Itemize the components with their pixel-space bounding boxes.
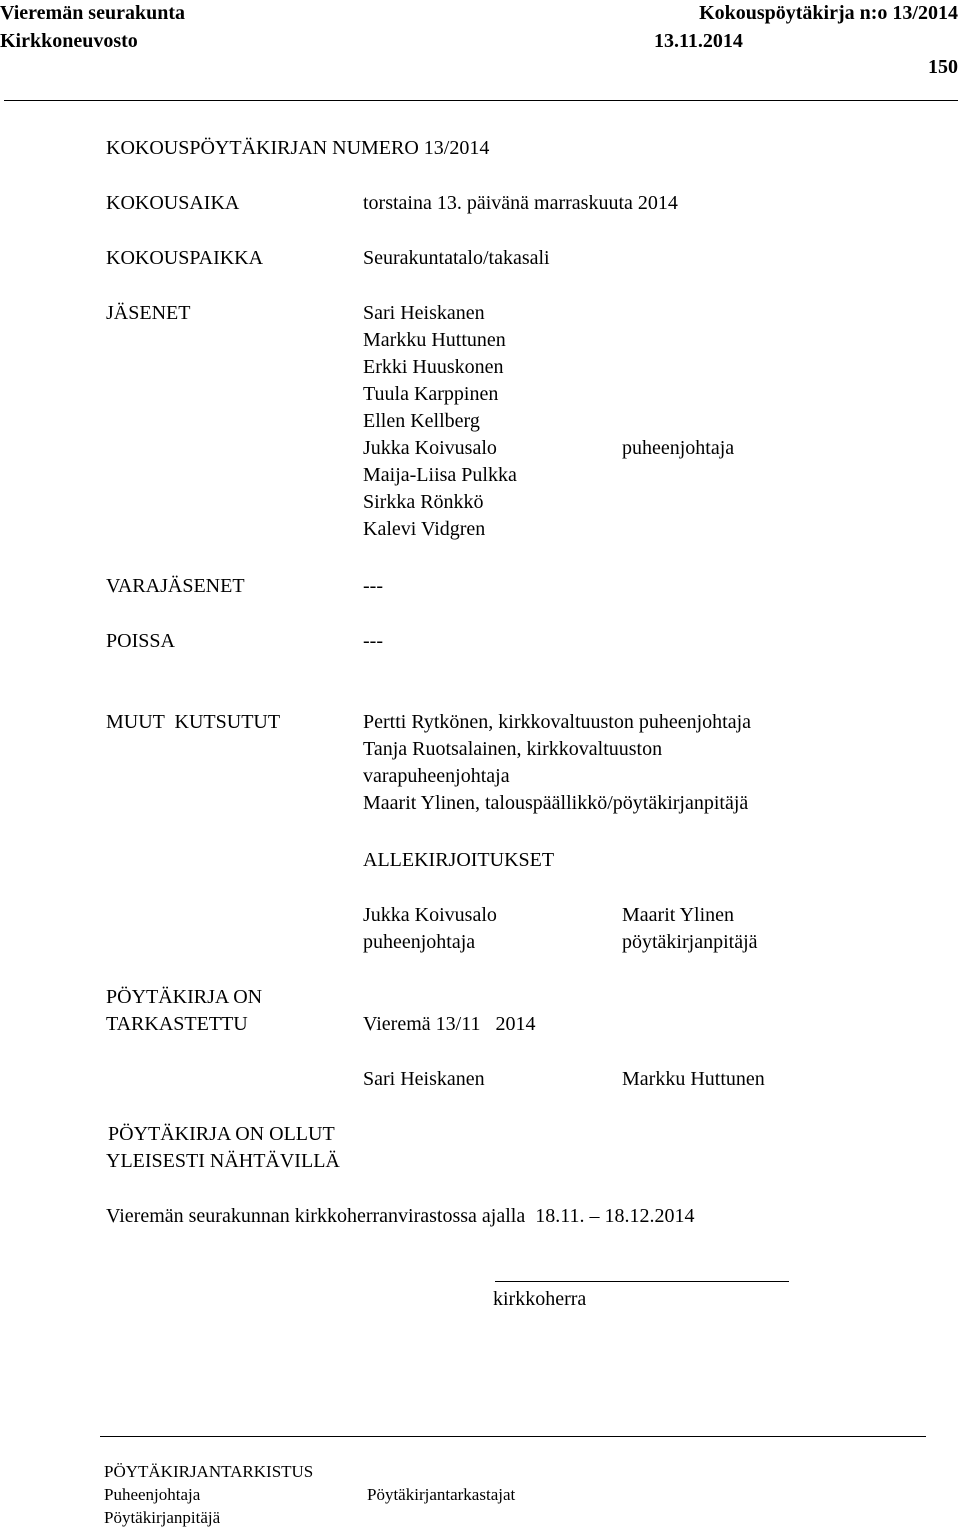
others-line: varapuheenjohtaja <box>363 765 510 787</box>
checker-2: Markku Huttunen <box>622 1068 765 1090</box>
signature-chair <box>363 902 497 956</box>
header-body: Kirkkoneuvosto <box>0 30 138 52</box>
signature-chair-role: puheenjohtaja <box>363 931 476 953</box>
member-name: Kalevi Vidgren <box>363 518 486 540</box>
others-line: Maarit Ylinen, talouspäällikkö/pöytäkirjanpitäjä <box>363 792 749 814</box>
footer-rule <box>100 1436 926 1437</box>
public-label-2: YLEISESTI NÄHTÄVILLÄ <box>106 1150 340 1172</box>
public-text: Vieremän seurakunnan kirkkoherranvirastossa ajalla 18.11. – 18.12.2014 <box>106 1205 695 1227</box>
header-doc-title: Kokouspöytäkirja n:o 13/2014 <box>699 2 958 24</box>
footer-line-2: Puheenjohtaja <box>104 1485 201 1504</box>
page-number: 150 <box>928 56 958 78</box>
meeting-time-label: KOKOUSAIKA <box>106 192 240 214</box>
checker-1: Sari Heiskanen <box>363 1068 485 1090</box>
footer-line-1: PÖYTÄKIRJANTARKISTUS <box>104 1462 314 1481</box>
footer-left <box>104 1460 313 1529</box>
header-rule <box>4 100 958 101</box>
checked-label-2: TARKASTETTU <box>106 1013 248 1035</box>
footer-right: Pöytäkirjantarkastajat <box>367 1485 516 1504</box>
deputies-label: VARAJÄSENET <box>106 575 245 597</box>
signature-secretary-name: Maarit Ylinen <box>622 904 735 926</box>
checked-label-1: PÖYTÄKIRJA ON <box>106 986 263 1008</box>
others-line: Tanja Ruotsalainen, kirkkovaltuuston <box>363 738 663 760</box>
deputies-value: --- <box>363 575 383 597</box>
member-name: Tuula Karppinen <box>363 383 499 405</box>
member-name: Ellen Kellberg <box>363 410 480 432</box>
signature-line <box>495 1281 789 1282</box>
absent-value: --- <box>363 630 383 652</box>
signer-role: kirkkoherra <box>493 1288 587 1310</box>
page-title: KOKOUSPÖYTÄKIRJAN NUMERO 13/2014 <box>106 137 490 159</box>
others-line: Pertti Rytkönen, kirkkovaltuuston puheenjohtaja <box>363 711 752 733</box>
checked-place-date: Vieremä 13/11 2014 <box>363 1013 536 1035</box>
member-name: Erkki Huuskonen <box>363 356 504 378</box>
others-label: MUUT KUTSUTUT <box>106 711 281 733</box>
footer-line-3: Pöytäkirjanpitäjä <box>104 1508 221 1527</box>
member-name: Sirkka Rönkkö <box>363 491 484 513</box>
chair-role: puheenjohtaja <box>622 437 735 459</box>
absent-label: POISSA <box>106 630 175 652</box>
header-date: 13.11.2014 <box>654 30 743 52</box>
members-label: JÄSENET <box>106 302 191 324</box>
others-list <box>363 709 751 817</box>
public-label-1: PÖYTÄKIRJA ON OLLUT <box>108 1123 335 1145</box>
meeting-place-label: KOKOUSPAIKKA <box>106 247 264 269</box>
member-name: Sari Heiskanen <box>363 302 485 324</box>
meeting-place-value: Seurakuntatalo/takasali <box>363 247 550 269</box>
signature-secretary <box>622 902 758 956</box>
members-list <box>363 300 517 543</box>
signature-chair-name: Jukka Koivusalo <box>363 904 497 926</box>
signature-secretary-role: pöytäkirjanpitäjä <box>622 931 758 953</box>
member-name: Markku Huttunen <box>363 329 506 351</box>
meeting-time-value: torstaina 13. päivänä marraskuuta 2014 <box>363 192 678 214</box>
header-org: Vieremän seurakunta <box>0 2 185 24</box>
signatures-heading: ALLEKIRJOITUKSET <box>363 849 555 871</box>
member-name: Jukka Koivusalo <box>363 437 497 459</box>
member-name: Maija-Liisa Pulkka <box>363 464 517 486</box>
